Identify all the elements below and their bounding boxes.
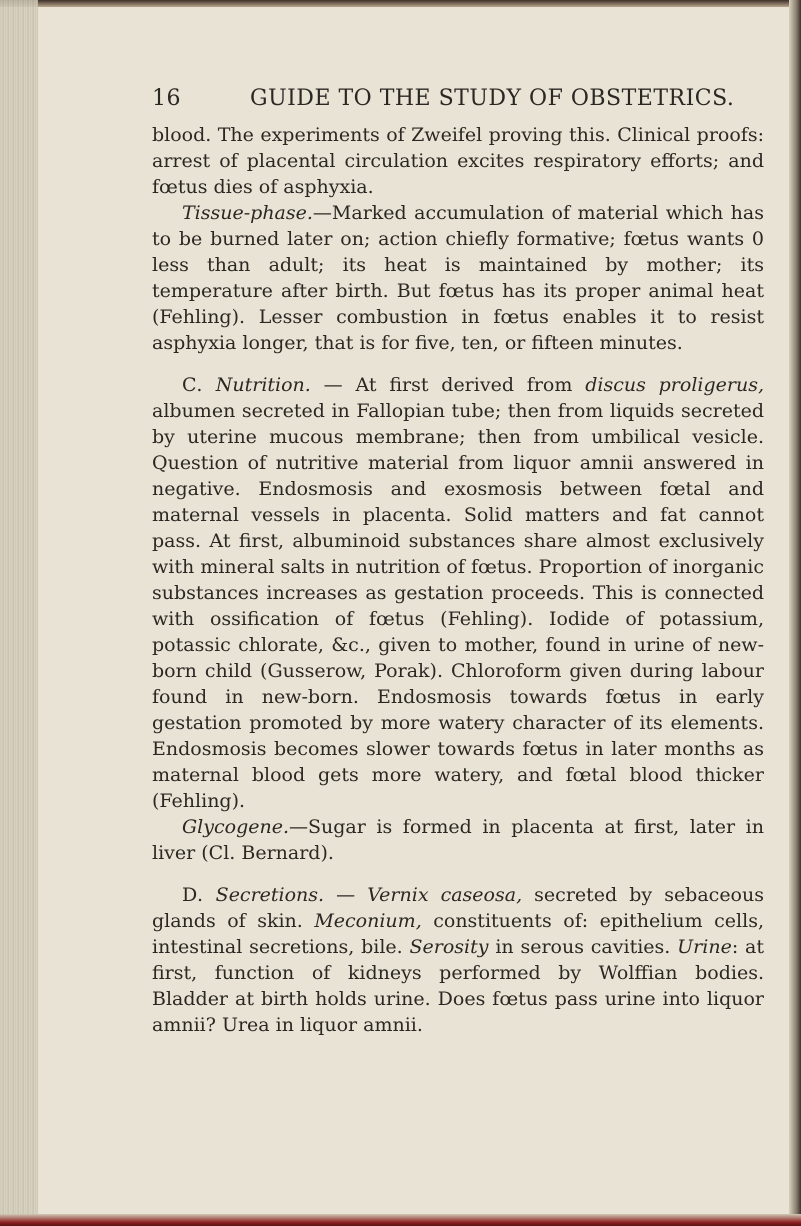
running-header: [152, 86, 752, 116]
paragraph-text: albumen secreted in Fallopian tube; then from liquids secreted by uterine mucous membrane; then from umbilical vesicle. Question of nutritive material from liquor amnii answered in negative. Endosmosis and exosmosis between fœtal and maternal vessels in placenta. Solid matters and fat cannot pass. At first, albuminoid substances share almost exclusively with mineral salts in nutrition of fœtus. Proportion of inorganic substances increases as gestation proceeds. This is connected with ossification of fœtus (Fehling). Iodide of potassium, potassic chlorate, &c., given to mother, found in urine of new-born child (Gusserow, Porak). Chloroform given during labour found in new-born. Endosmosis towards fœtus in early gestation promoted by more watery character of its elements. Endosmosis becomes slower towards fœtus in later months as maternal blood gets more watery, and fœtal blood thicker (Fehling).: [152, 400, 764, 812]
section-secretions: [152, 882, 764, 1038]
section-nutrition: [152, 372, 764, 814]
paragraph-text: —Marked accumulation of material which has to be burned later on; action chiefly formative; fœtus wants 0 less than adult; its heat is maintained by mother; its temperature after birth. But fœtus has its proper animal heat (Fehling). Lesser combustion in fœtus enables it to resist asphyxia longer, that is for five, ten, or fifteen minutes.: [152, 202, 764, 354]
term-glycogene: Glycogene.: [182, 816, 289, 838]
paragraph-text: blood. The experiments of Zweifel proving this. Clinical proofs: arrest of placental circulation excites respiratory efforts; and fœtus dies of asphyxia.: [152, 124, 764, 198]
page-right-edge: [789, 0, 801, 1226]
page-bottom-edge: [0, 1214, 801, 1226]
running-title: GUIDE TO THE STUDY OF OBSTETRICS.: [250, 86, 735, 111]
paragraph-blood: [152, 122, 764, 200]
section-heading: Secretions.: [215, 884, 325, 906]
paragraph-glycogene: [152, 814, 764, 866]
section-label: D.: [182, 884, 204, 906]
paragraph-text: in serous cavities.: [488, 936, 678, 958]
paragraph-text: — At first derived from: [310, 374, 586, 396]
term-tissue-phase: Tissue-phase.: [182, 202, 313, 224]
term-meconium: Meconium,: [314, 910, 422, 932]
term-vernix-caseosa: Vernix caseosa,: [367, 884, 523, 906]
paragraph-text: —Sugar is formed in placenta at first, later in liver (Cl. Bernard).: [152, 816, 764, 864]
paragraph-text: —: [324, 884, 368, 906]
term-serosity: Serosity: [409, 936, 489, 958]
page-number: 16: [152, 86, 181, 111]
paragraph-text: : at first, function of kidneys performed by Wolffian bodies. Bladder at birth holds urine. Does fœtus pass urine into liquor amnii? Urea in liquor amnii.: [152, 936, 765, 1036]
body-text: [152, 122, 764, 1038]
paragraph-tissue-phase: [152, 200, 764, 356]
page-top-edge: [0, 0, 801, 7]
section-heading: Nutrition.: [215, 374, 311, 396]
paragraph-text: constituents of: epithelium cells, intestinal secretions, bile.: [152, 910, 764, 958]
page-binding-edge: [0, 0, 38, 1226]
section-label: C.: [182, 374, 203, 396]
term-urine: Urine: [677, 936, 732, 958]
term-discus-proligerus: discus proligerus,: [585, 374, 764, 396]
paragraph-text: secreted by sebaceous glands of skin.: [152, 884, 764, 932]
